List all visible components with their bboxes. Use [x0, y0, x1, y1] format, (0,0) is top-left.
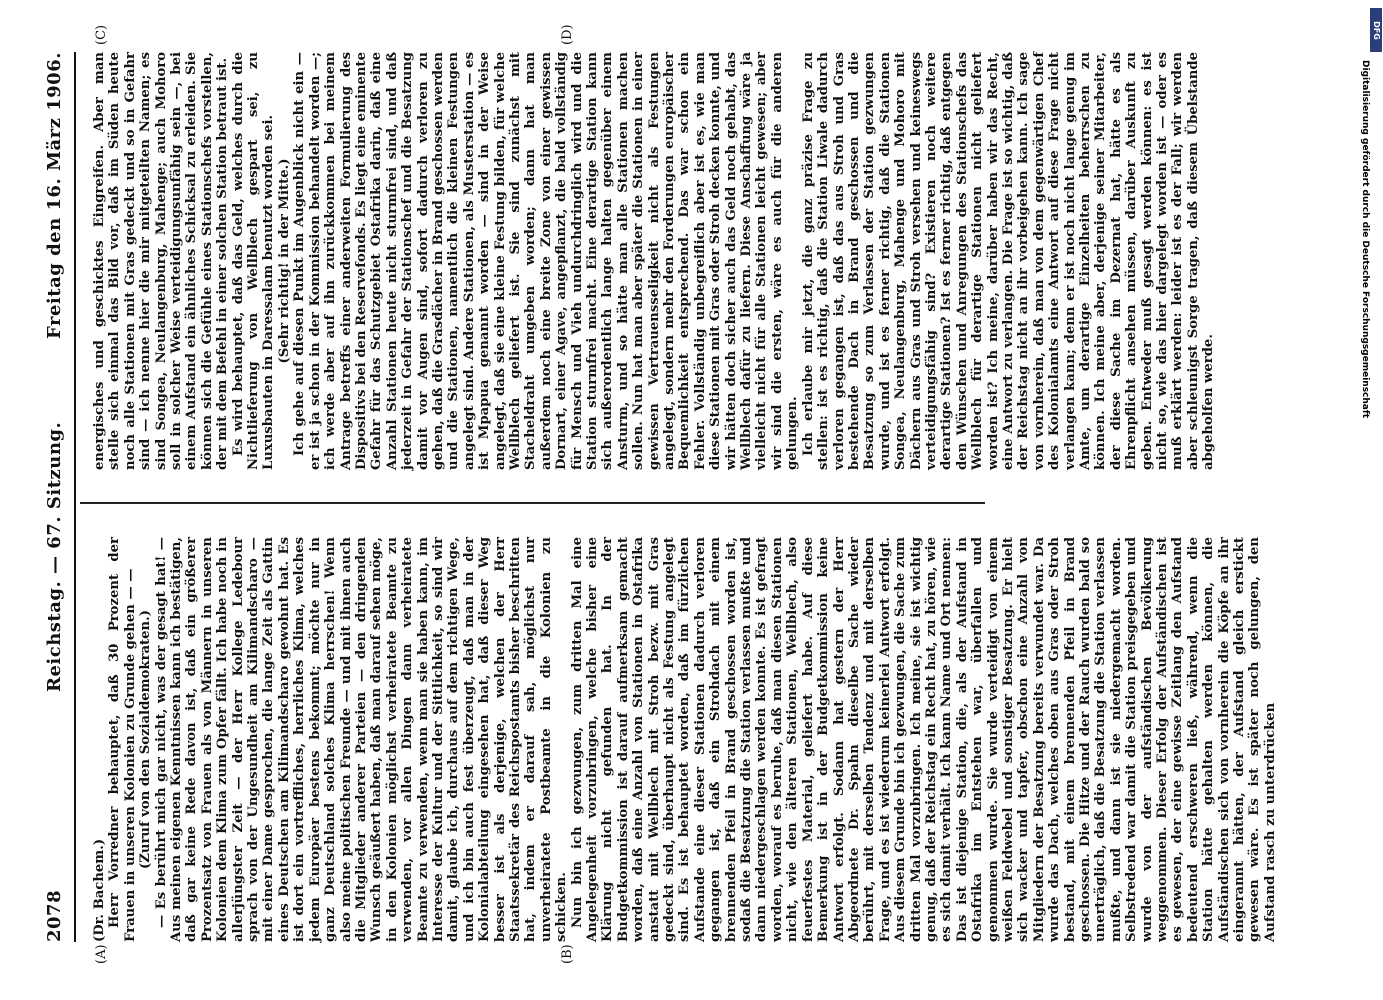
- paragraph: Ich gehe auf diesen Punkt im Augenblick nicht ein — er ist ja schon in der Kommission behandelt worden —; ich werde aber auf ihn zurückkommen bei meinem Antrage betreffs einer anderweiten Formulierung des Dispositivs bei den Reservefonds. Es liegt eine eminente Gefahr für das Schutzgebiet Ostafrika darin, daß eine Anzahl Stationen heute nicht sturmfrei sind, und daß jederzeit in Gefahr der Stationschef und die Besatzung damit vor Augen sind, sofort dadurch verloren zu gehen, daß die Grasdächer in Brand geschossen werden und die Stationen, namentlich die kleinen Festungen angelegt sind. Andere Stationen, als Musterstation — es ist Mpapua genannt worden — sind in der Weise angelegt, daß sie eine kleine Festung bilden, für welche Wellblech geliefert ist. Sie sind zunächst mit Stacheldraht umgeben worden; dann hat man außerdem noch eine breite Zone von einer gewissen Dornart, einer Agave, angepflanzt, die bald vollständig für Mensch und Vieh undurchdringlich wird und die Station sturmfrei macht. Eine derartige Station kann sich außerordentlich lange halten gegenüber einem Ansturm, und so hätte man alle Stationen machen sollen. Nun hat man aber später die Stationen in einer gewissen Vertrauensseligkeit nicht als Festungen angelegt, sondern mehr den Forderungen europäischer Bequemlichkeit entsprechend. Das war schon ein Fehler. Vollständig unbegreiflich aber ist es, wie man diese Stationen mit Gras oder Stroh decken konnte, und wir hätten doch sicher auch das Geld noch gehabt, das Wellblech dafür zu liefern. Diese Anschaffung wäre ja vielleicht nicht für alle Stationen leicht gewesen; aber wir sind die ersten, wäre es auch für die anderen gelungen.: [292, 52, 801, 470]
- digitization-credit: Digitalisierung gefördert durch die Deutsche Forschungsgemeinschaft: [1360, 60, 1370, 419]
- header-rule: [74, 52, 76, 942]
- margin-letter-c: (C): [94, 24, 109, 45]
- interjection: (Zuruf von den Sozialdemokraten.): [138, 610, 154, 869]
- dfg-logo: [1370, 8, 1382, 52]
- running-title: Reichstag. — 67. Sitzung.: [44, 421, 65, 692]
- margin-letter-b: (B): [560, 944, 575, 964]
- speaker-label: (Dr. Bachem.): [92, 838, 107, 942]
- interjection: (Sehr richtig! in der Mitte.): [276, 158, 292, 364]
- paragraph: Herr Vorredner behauptet, daß 30 Prozent der Frauen in unseren Kolonien zu Grunde gehen — —: [107, 537, 138, 942]
- margin-letter-a: (A): [94, 944, 109, 964]
- dfg-logo-text: DFG: [1371, 20, 1381, 40]
- page-header: [44, 52, 72, 942]
- right-column: [92, 52, 1217, 470]
- page-number: 2078: [44, 889, 65, 942]
- column-divider: [80, 503, 985, 505]
- paragraph: — Es berührt mich gar nicht, was der gesagt hat! — Aus meinen eigenen Kenntnissen kann ich bestätigen, daß gar keine Rede davon ist, daß ein größerer Prozentsatz von Frauen als von Männern in unseren Kolonien dem Klima zum Opfer fällt. Ich habe noch in allerjüngster Zeit — der Herr Kollege Ledebour sprach von der Ungesundheit am Kilimandscharo — mit einer Dame gesprochen, die lange Zeit als Gattin eines Deutschen am Kilimandscharo gewohnt hat. Es ist dort ein vortreffliches, herrliches Klima, welches jedem Europäer bestens bekommt; möchte nur in ganz Deutschland solches Klima herrschen! Wenn also meine politischen Freunde — und mit ihnen auch die Mitglieder anderer Parteien — den dringenden Wunsch geäußert haben, daß man darauf sehen möge, in den Kolonien möglichst verheiratete Beamte zu verwenden, vor allen Dingen dann verheiratete Beamte zu verwenden, wenn man sie haben kann, im Interesse der Kultur und der Sittlichkeit, so sind wir damit, glaube ich, durchaus auf dem richtigen Wege, und ich bin auch fest überzeugt, daß man in der Kolonialabteilung eingesehen hat, daß dieser Weg besser ist als derjenige, welchen der Herr Staatssekretär des Reichspostamts bisher beschritten hat, indem er darauf sah, möglichst nur unverheiratete Postbeamte in die Kolonien zu schicken.: [153, 537, 570, 942]
- margin-letter-d: (D): [560, 24, 575, 45]
- paragraph: Es wird behauptet, daß das Geld, welches durch die Nichtlieferung von Wellblech gespart sei, zu Luxusbauten in Daressalam benutzt worden sei.: [230, 52, 277, 470]
- left-column: [92, 537, 1278, 942]
- paragraph: Nun bin ich gezwungen, zum dritten Mal eine Angelegenheit vorzubringen, welche bisher eine Klärung nicht gefunden hat. In der Budgetkommission ist darauf aufmerksam gemacht worden, daß eine Anzahl von Stationen in Ostafrika anstatt mit Wellblech mit Stroh bezw. mit Gras gedeckt sind, überhaupt nicht als Festung angelegt sind. Es ist behauptet worden, daß im fürzlichen Aufstande eine dieser Stationen dadurch verloren gegangen ist, daß ein Strohdach mit einem brennenden Pfeil in Brand geschossen worden ist, sodaß die Besatzung die Station verlassen mußte und dann niedergeschlagen werden konnte. Es ist gefragt worden, worauf es beruhe, daß man diesen Stationen nicht, wie den älteren Stationen, Wellblech, also feuerfestes Material, geliefert habe. Auf diese Bemerkung ist in der Budgetkommission keine Antwort erfolgt. Sodann hat gestern der Herr Abgeordnete Dr. Spahn dieselbe Sache wieder berührt, mit derselben Tendenz und mit derselben Frage, und es ist wiederum keinerlei Antwort erfolgt. Aus diesem Grunde bin ich gezwungen, die Sache zum dritten Mal vorzubringen. Ich meine, sie ist wichtig genug, daß der Reichstag ein Recht hat, zu hören, wie es sich damit verhält. Ich kann Name und Ort nennen: Das ist diejenige Station, die, als der Aufstand in Ostafrika im Entstehen war, überfallen und genommen wurde. Sie wurde verteidigt von einem weißen Feldwebel und sonstiger Besatzung. Er hielt sich wacker und tapfer, obschon eine Anzahl von Mitgliedern der Besatzung bereits verwundet war. Da wurde das Dach, welches oben aus Gras oder Stroh bestand, mit einem brennenden Pfeil in Brand geschossen. Die Hitze und der Rauch wurden bald so unerträglich, daß die Besatzung die Station verlassen mußte, und dann ist sie niedergemacht worden. Selbstredend war damit die Station preisgegeben und wurde von der aufständischen Bevölkerung weggenommen. Dieser Erfolg der Aufständischen ist es gewesen, der eine gewisse Zeitlang den Aufstand bedeutend erschweren ließ, während, wenn die Station hätte gehalten werden können, die Aufständischen sich von vornherein die Köpfe an ihr eingerannt hätten, der Aufstand gleich erstickt gewesen wäre. Es ist später noch gelungen, den Aufstand rasch zu unterdrücken: [569, 537, 1278, 942]
- paragraph: Ich erlaube mir jetzt, die ganz präzise Frage zu stellen: ist es richtig, daß die Station Liwale dadurch verloren gegangen ist, daß das aus Stroh und Gras bestehende Dach in Brand geschossen und die Besatzung so zum Verlassen der Station gezwungen wurde, und ist es ferner richtig, daß die Stationen Songea, Neulangenburg, Mahenge und Mohoro mit Dächern aus Gras und Stroh versehen und keineswegs verteidigungsfähig sind? Existieren noch weitere derartige Stationen? Ist es ferner richtig, daß entgegen den Wünschen und Anregungen des Stationschefs das Wellblech für derartige Stationen nicht geliefert worden ist? Ich meine, darüber haben wir das Recht, eine Antwort zu verlangen. Die Frage ist so wichtig, daß der Reichstag nicht an ihr vorbeigehen kann. Ich sage von vornherein, daß man von dem gegenwärtigen Chef des Kolonialamts eine Antwort auf diese Frage nicht verlangen kann; denn er ist noch nicht lange genug im Amte, um derartige Einzelheiten beherrschen zu können. Ich meine aber, derjenige seiner Mitarbeiter, der diese Sache im Dezernat hat, hätte es als Ehrenpflicht ansehen müssen, darüber Auskunft zu geben. Entweder muß gesagt werden können: es ist nicht so, wie das hier dargelegt worden ist — oder es muß erklärt werden: leider ist es der Fall; wir werden aber schleunigst Sorge tragen, daß diesem Übelstande abgeholfen werde.: [800, 52, 1217, 470]
- session-date: Freitag den 16. März 1906.: [44, 52, 65, 339]
- paragraph: energisches und geschicktes Eingreifen. Aber man stelle sich einmal das Bild vor, daß im Süden heute noch alle Stationen mit Gras gedeckt und so in Gefahr sind — ich nenne hier die mir mitgeteilten Namen; es sind Songea, Neulangenburg, Mahenge; auch Mohoro soll in solcher Weise verteidigungsunfähig sein —, bei einem Aufstand ein ähnliches Schicksal zu erleiden. Sie können sich die Gefühle eines Stationschefs vorstellen, der mit dem Befehl in einer solchen Station betraut ist.: [92, 52, 231, 470]
